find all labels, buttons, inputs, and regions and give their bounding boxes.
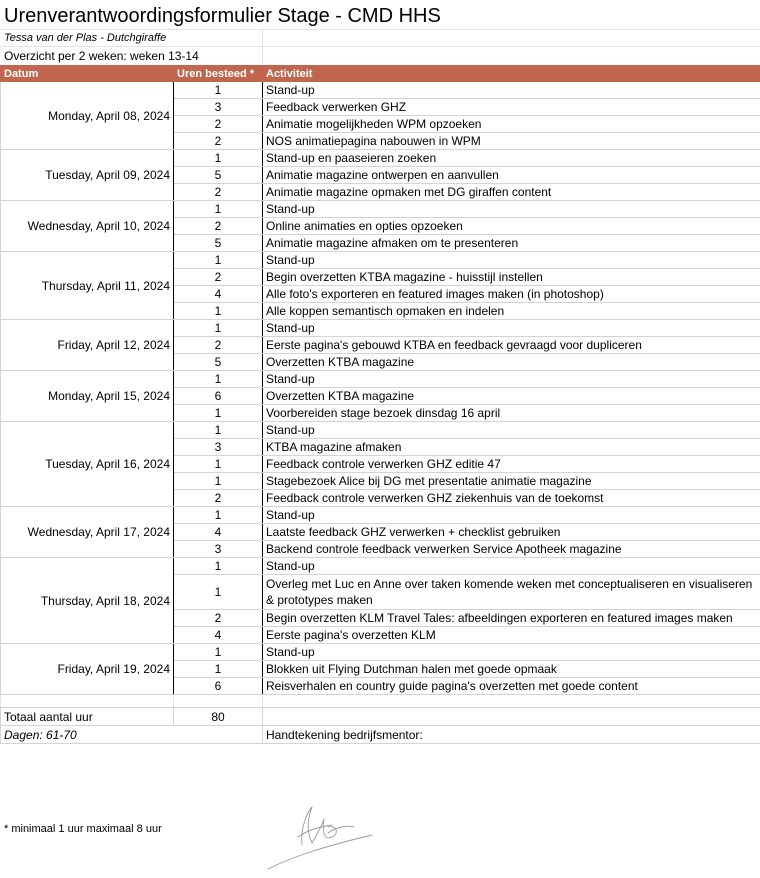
signature-label: Handtekening bedrijfsmentor: [263, 726, 760, 744]
column-header-activity: Activiteit [263, 66, 760, 82]
activity-cell: NOS animatiepagina nabouwen in WPM [263, 133, 760, 150]
table-row [1, 507, 760, 524]
activity-cell: Alle foto's exporteren en featured images maken (in photoshop) [263, 286, 760, 303]
activity-cell: Animatie magazine afmaken om te presenteren [263, 235, 760, 252]
hours-cell: 5 [174, 354, 263, 371]
activity-cell: Laatste feedback GHZ verwerken + checklist gebruiken [263, 524, 760, 541]
activity-cell: Stand-up [263, 82, 760, 99]
hours-cell: 4 [174, 286, 263, 303]
activity-cell: Online animaties en opties opzoeken [263, 218, 760, 235]
hours-cell: 1 [174, 320, 263, 337]
activity-cell: Blokken uit Flying Dutchman halen met goede opmaak [263, 661, 760, 678]
activity-cell: Overleg met Luc en Anne over taken komende weken met conceptualiseren en visualiseren & prototypes maken [263, 575, 760, 610]
activity-cell: Stand-up [263, 320, 760, 337]
hours-cell: 1 [174, 456, 263, 473]
activity-cell: Stagebezoek Alice bij DG met presentatie animatie magazine [263, 473, 760, 490]
activity-cell: Feedback controle verwerken GHZ ziekenhuis van de toekomst [263, 490, 760, 507]
table-row [1, 422, 760, 439]
spacer-row [1, 695, 760, 708]
activity-cell: Stand-up [263, 644, 760, 661]
column-header-date: Datum [1, 66, 174, 82]
activity-cell: Stand-up [263, 201, 760, 218]
date-cell: Friday, April 19, 2024 [1, 644, 174, 695]
hours-cell: 1 [174, 82, 263, 99]
hours-cell: 1 [174, 422, 263, 439]
hours-cell: 2 [174, 490, 263, 507]
hours-cell: 4 [174, 524, 263, 541]
hours-cell: 3 [174, 541, 263, 558]
table-row [1, 644, 760, 661]
column-header-hours: Uren besteed * [174, 66, 263, 82]
hours-cell: 2 [174, 337, 263, 354]
days-row [1, 726, 760, 744]
table-row [1, 558, 760, 575]
activity-cell: Overzetten KTBA magazine [263, 354, 760, 371]
activity-cell: KTBA magazine afmaken [263, 439, 760, 456]
hours-cell: 2 [174, 610, 263, 627]
hours-cell: 2 [174, 116, 263, 133]
hours-cell: 1 [174, 371, 263, 388]
hours-cell: 6 [174, 678, 263, 695]
days-label: Dagen: 61-70 [1, 726, 263, 744]
hours-cell: 1 [174, 507, 263, 524]
hours-cell: 1 [174, 644, 263, 661]
activity-cell: Stand-up [263, 558, 760, 575]
activity-cell: Stand-up [263, 371, 760, 388]
hours-cell: 1 [174, 575, 263, 610]
student-name: Tessa van der Plas - Dutchgiraffe [4, 32, 167, 44]
table-row [1, 320, 760, 337]
date-cell: Wednesday, April 17, 2024 [1, 507, 174, 558]
hours-cell: 2 [174, 133, 263, 150]
activity-cell: Feedback controle verwerken GHZ editie 47 [263, 456, 760, 473]
date-cell: Tuesday, April 16, 2024 [1, 422, 174, 507]
table-row [1, 82, 760, 99]
footnote: * minimaal 1 uur maximaal 8 uur [4, 823, 162, 835]
divider [0, 29, 760, 30]
hours-cell: 3 [174, 99, 263, 116]
activity-cell: Animatie magazine opmaken met DG giraffen content [263, 184, 760, 201]
activity-cell: Stand-up [263, 252, 760, 269]
hours-table [0, 65, 760, 744]
table-row [1, 201, 760, 218]
date-cell: Monday, April 15, 2024 [1, 371, 174, 422]
date-cell: Thursday, April 11, 2024 [1, 252, 174, 320]
activity-cell: Eerste pagina's overzetten KLM [263, 627, 760, 644]
hours-cell: 5 [174, 235, 263, 252]
hours-cell: 6 [174, 388, 263, 405]
date-cell: Thursday, April 18, 2024 [1, 558, 174, 644]
hours-cell: 2 [174, 184, 263, 201]
activity-cell: Reisverhalen en country guide pagina's overzetten met goede content [263, 678, 760, 695]
table-row [1, 371, 760, 388]
page-title: Urenverantwoordingsformulier Stage - CMD HHS [4, 5, 441, 27]
hours-cell: 1 [174, 473, 263, 490]
hours-cell: 4 [174, 627, 263, 644]
activity-cell: Voorbereiden stage bezoek dinsdag 16 april [263, 405, 760, 422]
divider [262, 29, 263, 65]
activity-cell: Stand-up [263, 422, 760, 439]
total-value: 80 [174, 708, 263, 726]
date-cell: Monday, April 08, 2024 [1, 82, 174, 150]
total-label: Totaal aantal uur [1, 708, 174, 726]
activity-cell: Animatie mogelijkheden WPM opzoeken [263, 116, 760, 133]
period-label: Overzicht per 2 weken: weken 13-14 [4, 49, 199, 63]
date-cell: Tuesday, April 09, 2024 [1, 150, 174, 201]
table-row [1, 150, 760, 167]
hours-cell: 1 [174, 303, 263, 320]
hours-cell: 1 [174, 405, 263, 422]
signature-image [262, 797, 382, 877]
hours-cell: 1 [174, 558, 263, 575]
activity-cell: Feedback verwerken GHZ [263, 99, 760, 116]
activity-cell: Overzetten KTBA magazine [263, 388, 760, 405]
date-cell: Friday, April 12, 2024 [1, 320, 174, 371]
activity-cell: Begin overzetten KLM Travel Tales: afbeeldingen exporteren en featured images maken [263, 610, 760, 627]
table-header-row [1, 66, 760, 82]
activity-cell: Begin overzetten KTBA magazine - huisstijl instellen [263, 269, 760, 286]
hours-cell: 3 [174, 439, 263, 456]
hours-cell: 1 [174, 150, 263, 167]
hours-cell: 1 [174, 201, 263, 218]
activity-cell: Eerste pagina's gebouwd KTBA en feedback gevraagd voor dupliceren [263, 337, 760, 354]
hours-cell: 1 [174, 252, 263, 269]
activity-cell: Animatie magazine ontwerpen en aanvullen [263, 167, 760, 184]
table-row [1, 252, 760, 269]
divider [0, 46, 760, 47]
activity-cell: Stand-up en paaseieren zoeken [263, 150, 760, 167]
activity-cell: Backend controle feedback verwerken Service Apotheek magazine [263, 541, 760, 558]
hours-cell: 1 [174, 661, 263, 678]
activity-cell: Stand-up [263, 507, 760, 524]
hours-cell: 2 [174, 269, 263, 286]
activity-cell: Alle koppen semantisch opmaken en indelen [263, 303, 760, 320]
total-row [1, 708, 760, 726]
date-cell: Wednesday, April 10, 2024 [1, 201, 174, 252]
hours-cell: 5 [174, 167, 263, 184]
hours-cell: 2 [174, 218, 263, 235]
